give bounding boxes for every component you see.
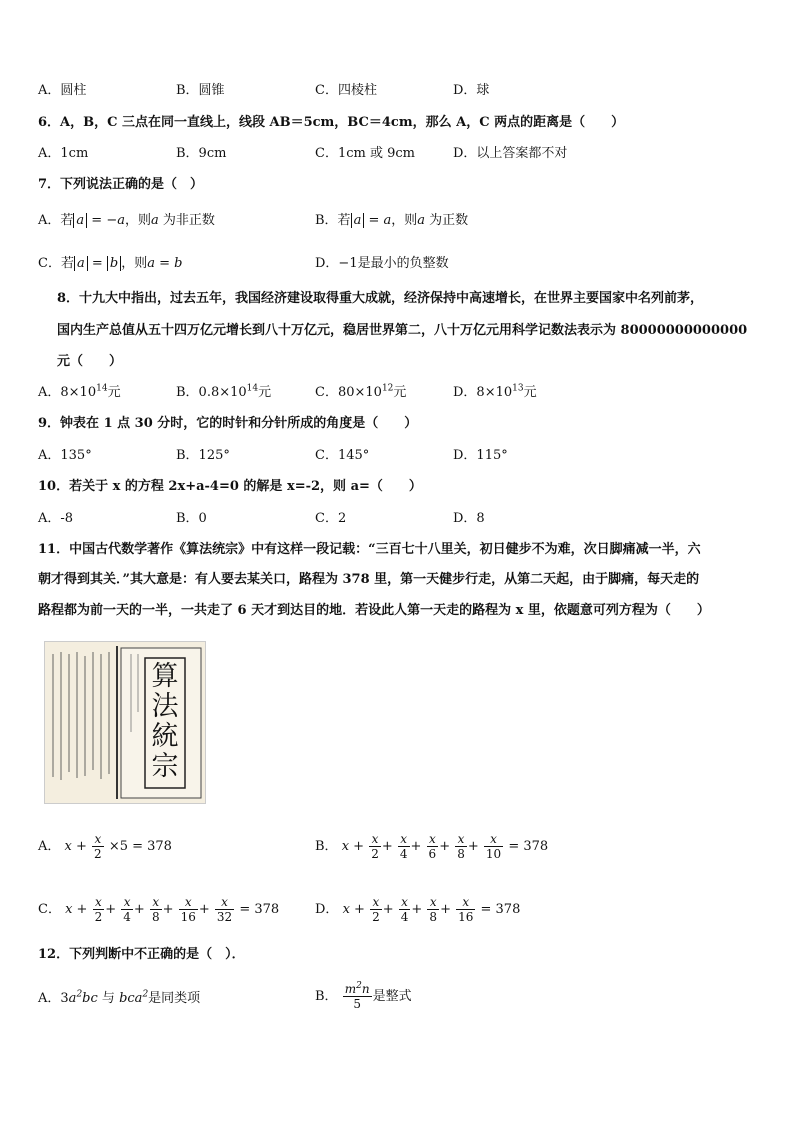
q6-stem: 6．A，B，C 三点在同一直线上，线段 AB＝5cm，BC＝4cm，那么 A，C 两点的距离是（ ） <box>38 115 625 130</box>
q11-line3: 路程都为前一天的一半，一共走了 6 天才到达目的地．若设此人第一天走的路程为 x 里，依题意可列方程为（ ） <box>38 603 710 618</box>
q9-stem: 9．钟表在 1 点 30 分时，它的时针和分针所成的角度是（ ） <box>38 416 418 431</box>
q8-option-a: A．$8\times 10^{14}$元 <box>38 383 121 400</box>
q5-option-b: B．圆锥 <box>176 83 225 98</box>
q11-option-d: D． x + $\frac{x}{2}$ + $\frac{x}{4}$ + $\frac{x}{8}$ + $\frac{x}{16}$ = 378 <box>315 895 521 924</box>
q10-option-c: C．2 <box>315 511 347 526</box>
old-book-illustration <box>45 642 205 803</box>
q8-option-d: D．$8\times 10^{13}$元 <box>453 383 537 400</box>
q10-stem: 10．若关于 x 的方程 2x+a-4=0 的解是 x=-2，则 a=（ ） <box>38 479 422 494</box>
q5-option-d: D．球 <box>453 83 490 98</box>
q7-option-b: B．若 a = a，则a 为正数 <box>315 213 469 228</box>
q5-option-c: C．四棱柱 <box>315 83 377 98</box>
q6-option-b: B．9cm <box>176 146 227 161</box>
q11-option-b: B． x + $\frac{x}{2}$ + $\frac{x}{4}$ + $\frac{x}{6}$ + $\frac{x}{8}$ + $\frac{x}{10}$ = 378 <box>315 832 549 861</box>
q5-option-a: A．圆柱 <box>38 83 87 98</box>
q8-line3: 元（ ） <box>57 354 123 369</box>
q6-option-d: D．以上答案都不对 <box>453 146 568 161</box>
suanfa-tongzong-book-image <box>44 641 206 804</box>
q8-line2: 国内生产总值从五十四万亿元增长到八十万亿元，稳居世界第二，八十万亿元用科学记数法表示为 80000000000000 <box>57 323 748 338</box>
q10-option-a: A．-8 <box>38 511 74 526</box>
q8-option-b: B．$0.8\times 10^{14}$元 <box>176 383 272 400</box>
q7-option-c: C．若 a = b ，则a = b <box>38 256 183 271</box>
q12-option-b: B． $\frac{m^2n}{5}$ 是整式 <box>315 981 412 1011</box>
book-title: 算法統宗 <box>151 661 179 782</box>
q11-line2: 朝才得到其关．”其大意是：有人要去某关口，路程为 378 里，第一天健步行走，从第二天起，由于脚痛，每天走的 <box>38 572 700 587</box>
q8-option-c: C．$80\times 10^{12}$元 <box>315 383 407 400</box>
q10-option-d: D．8 <box>453 511 485 526</box>
q6-option-a: A．1cm <box>38 146 89 161</box>
q7-stem: 7．下列说法正确的是（ ） <box>38 177 204 192</box>
q9-option-c: C．145° <box>315 448 370 463</box>
q12-stem: 12．下列判断中不正确的是（ ）． <box>38 947 245 962</box>
q6-option-c: C．1cm 或 9cm <box>315 146 415 161</box>
q11-option-c: C． x + $\frac{x}{2}$ + $\frac{x}{4}$ + $\frac{x}{8}$ + $\frac{x}{16}$ + $\frac{x}{32}$ = 378 <box>38 895 280 924</box>
q11-option-a: A． x + $\frac{x}{2}$ ×5 = 378 <box>38 832 172 861</box>
q7-option-d: D．−1是最小的负整数 <box>315 256 449 271</box>
q12-option-a: A．$3a^2bc$ 与 bca$^2$是同类项 <box>38 989 201 1006</box>
q8-line1: 8．十九大中指出，过去五年，我国经济建设取得重大成就，经济保持中高速增长，在世界主要国家中名列前茅， <box>57 291 704 306</box>
q11-line1: 11．中国古代数学著作《算法统宗》中有这样一段记载：“三百七十八里关，初日健步不为难，次日脚痛减一半，六 <box>38 542 701 557</box>
q9-option-d: D．115° <box>453 448 508 463</box>
q9-option-a: A．135° <box>38 448 92 463</box>
q9-option-b: B．125° <box>176 448 230 463</box>
q10-option-b: B．0 <box>176 511 207 526</box>
q7-option-a: A．若 a = −a，则a 为非正数 <box>38 213 215 228</box>
